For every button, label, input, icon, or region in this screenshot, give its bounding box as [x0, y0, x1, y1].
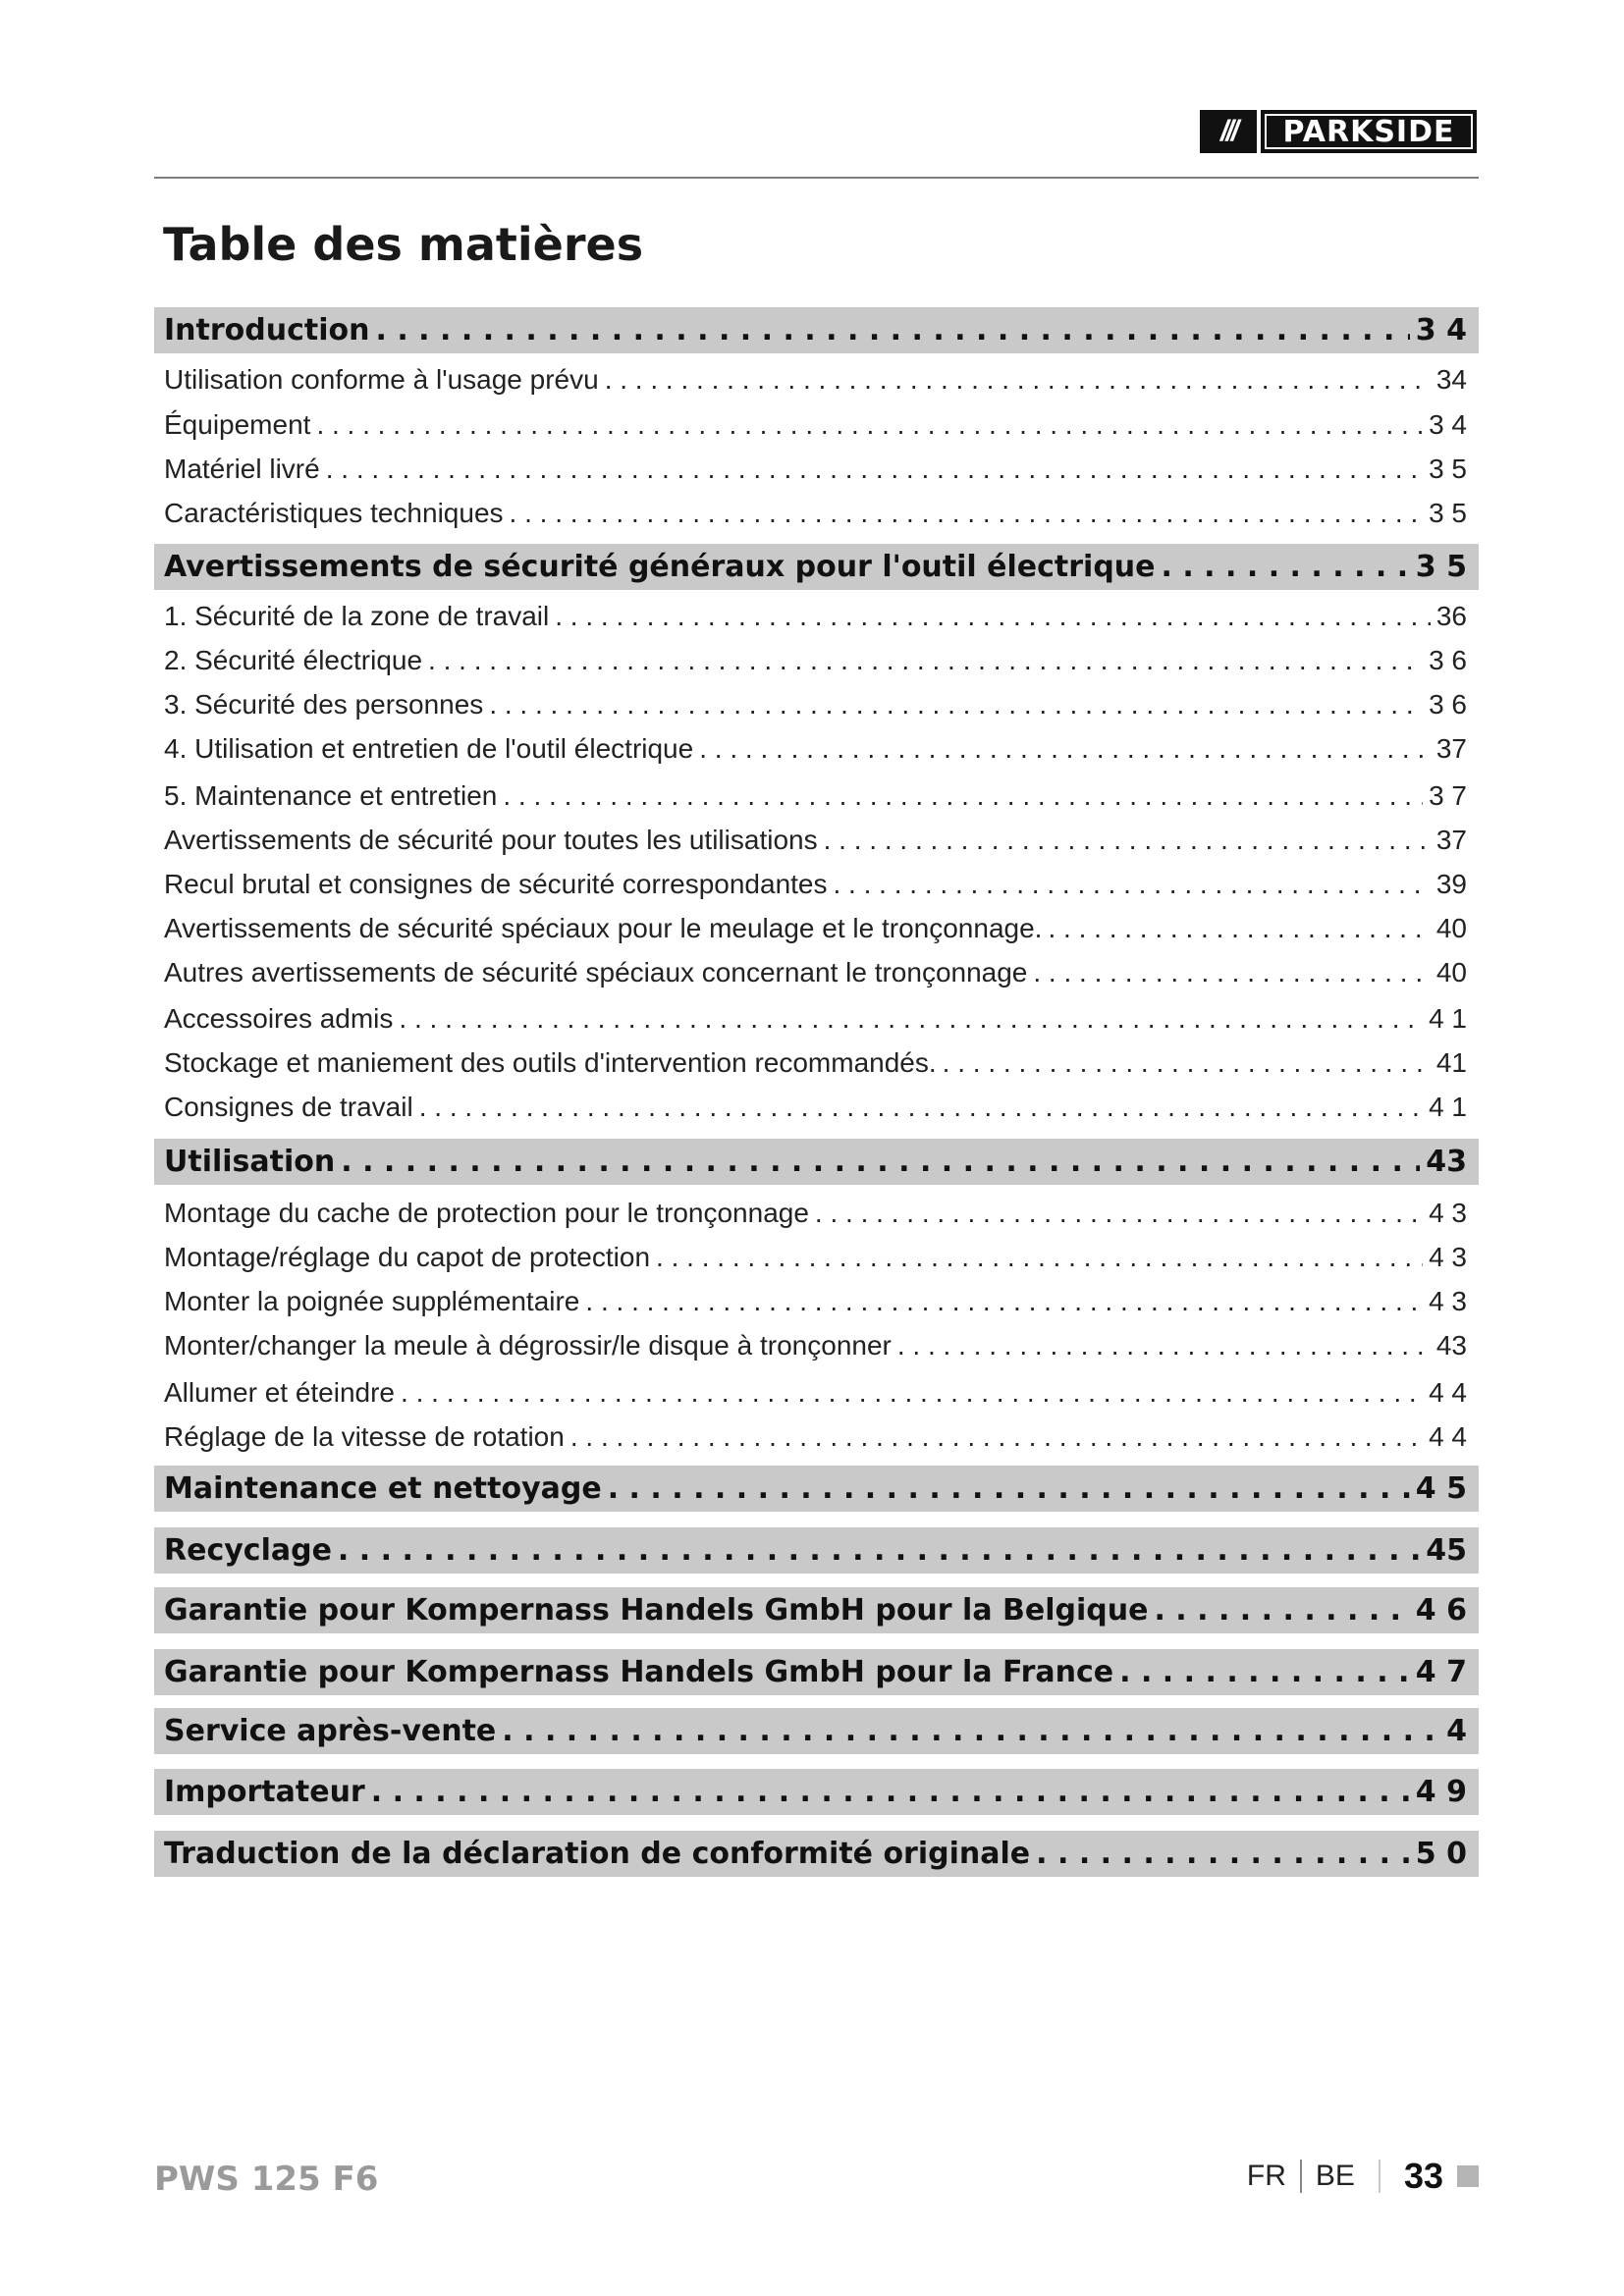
- toc-entry-title: 2. Sécurité électrique: [164, 645, 423, 675]
- toc-entry-row[interactable]: [154, 1043, 1479, 1083]
- toc-entry-title: Montage du cache de protection pour le tronçonnage: [164, 1198, 809, 1228]
- toc-page-number: 4 3: [1429, 1242, 1467, 1272]
- toc-entry-title: Autres avertissements de sécurité spéciaux concernant le tronçonnage: [164, 957, 1028, 988]
- toc-entry-title: Maintenance et nettoyage: [164, 1471, 602, 1506]
- toc-entry-title: Réglage de la vitesse de rotation: [164, 1421, 565, 1452]
- toc-page-number: 45: [1426, 1533, 1467, 1568]
- toc-section-row[interactable]: [154, 1708, 1479, 1754]
- toc-page-number: 37: [1435, 733, 1467, 764]
- dot-leader: [510, 498, 1424, 529]
- page-marker-square: [1457, 2165, 1479, 2187]
- toc-entry-title: Monter la poignée supplémentaire: [164, 1286, 580, 1316]
- dot-leader: [316, 409, 1423, 441]
- toc-entry-title: 3. Sécurité des personnes: [164, 689, 484, 720]
- dot-leader: [1154, 1593, 1409, 1628]
- toc-section-row[interactable]: [154, 1527, 1479, 1574]
- page-title: Table des matières: [163, 218, 644, 271]
- toc-section-row[interactable]: [154, 1139, 1479, 1185]
- toc-page-number: 43: [1435, 1330, 1467, 1361]
- dot-leader: [375, 313, 1409, 347]
- dot-leader: [401, 1377, 1423, 1409]
- dot-leader: [699, 733, 1431, 765]
- toc-entry-row[interactable]: [154, 999, 1479, 1039]
- dot-leader: [585, 1286, 1423, 1317]
- language-be: BE: [1315, 2160, 1355, 2192]
- toc-entry-title: Utilisation: [164, 1145, 336, 1179]
- dot-leader: [338, 1533, 1420, 1568]
- logo-wordmark: PARKSIDE: [1261, 110, 1477, 153]
- toc-page-number: 3 5: [1415, 550, 1467, 584]
- toc-entry-title: 1. Sécurité de la zone de travail: [164, 601, 550, 631]
- dot-leader: [608, 1471, 1410, 1506]
- toc-section-row[interactable]: [154, 1831, 1479, 1877]
- toc-page-number: 3 7: [1429, 780, 1467, 811]
- toc-entry-row[interactable]: [154, 776, 1479, 816]
- dot-leader: [399, 1003, 1423, 1035]
- toc-entry-title: Avertissements de sécurité généraux pour l'outil électrique: [164, 550, 1156, 584]
- toc-entry-row[interactable]: [154, 685, 1479, 724]
- toc-entry-title: Utilisation conforme à l'usage prévu: [164, 364, 599, 395]
- toc-section-row[interactable]: [154, 1769, 1479, 1815]
- toc-entry-title: Traduction de la déclaration de conformité originale: [164, 1837, 1031, 1871]
- toc-page-number: 43: [1426, 1145, 1467, 1179]
- dot-leader: [605, 364, 1431, 396]
- dot-leader: [1119, 1655, 1410, 1689]
- toc-page-number: 41: [1435, 1047, 1467, 1078]
- toc-entry-row[interactable]: [154, 494, 1479, 533]
- toc-section-row[interactable]: [154, 1466, 1479, 1512]
- toc-entry-title: 4. Utilisation et entretien de l'outil électrique: [164, 733, 694, 764]
- toc-page-number: 4 5: [1415, 1471, 1467, 1506]
- page-separator: [1379, 2160, 1380, 2193]
- dot-leader: [1162, 550, 1410, 584]
- toc-entry-title: Garantie pour Kompernass Handels GmbH pour la France: [164, 1655, 1114, 1689]
- toc-entry-title: Service après-vente: [164, 1714, 497, 1748]
- dot-leader: [502, 1714, 1440, 1748]
- toc-entry-row[interactable]: [154, 1088, 1479, 1127]
- toc-entry-row[interactable]: [154, 821, 1479, 860]
- toc-page-number: 40: [1435, 913, 1467, 943]
- toc-entry-title: Stockage et maniement des outils d'intervention recommandés.: [164, 1047, 937, 1078]
- parkside-logo: [1200, 110, 1477, 153]
- footer-page-info: [1247, 2156, 1479, 2197]
- language-fr: FR: [1246, 2160, 1286, 2192]
- toc-section-row[interactable]: [154, 307, 1479, 353]
- toc-entry-title: Montage/réglage du capot de protection: [164, 1242, 651, 1272]
- dot-leader: [326, 454, 1423, 485]
- toc-page-number: 3 4: [1415, 313, 1467, 347]
- toc-entry-row[interactable]: [154, 360, 1479, 400]
- toc-page-number: 3 5: [1429, 454, 1467, 484]
- toc-entry-title: Introduction: [164, 313, 370, 347]
- toc-page-number: 4 3: [1429, 1198, 1467, 1228]
- toc-entry-title: 5. Maintenance et entretien: [164, 780, 498, 811]
- language-separator: [1300, 2160, 1302, 2193]
- toc-entry-title: Caractéristiques techniques: [164, 498, 504, 528]
- toc-page-number: 4 4: [1429, 1421, 1467, 1452]
- toc-entry-row[interactable]: [154, 450, 1479, 489]
- dot-leader: [943, 1047, 1431, 1079]
- dot-leader: [824, 825, 1431, 856]
- toc-entry-title: Allumer et éteindre: [164, 1377, 396, 1408]
- model-number: PWS 125 F6: [154, 2160, 379, 2199]
- toc-page-number: 4 1: [1429, 1092, 1467, 1122]
- toc-page-number: 5 0: [1415, 1837, 1467, 1871]
- toc-entry-title: Avertissements de sécurité pour toutes les utilisations: [164, 825, 818, 855]
- dot-leader: [1048, 913, 1430, 944]
- header-rule: [154, 177, 1479, 179]
- toc-entry-row[interactable]: [154, 1282, 1479, 1321]
- dot-leader: [503, 780, 1423, 812]
- toc-entry-row[interactable]: [154, 909, 1479, 948]
- toc-page-number: 37: [1435, 825, 1467, 855]
- toc-page-number: 3 6: [1429, 645, 1467, 675]
- dot-leader: [570, 1421, 1423, 1453]
- dot-leader: [897, 1330, 1431, 1362]
- toc-page-number: 39: [1435, 869, 1467, 899]
- toc-entry-row[interactable]: [154, 1238, 1479, 1277]
- dot-leader: [341, 1145, 1420, 1179]
- dot-leader: [489, 689, 1423, 721]
- toc-entry-row[interactable]: [154, 597, 1479, 636]
- dot-leader: [371, 1775, 1410, 1809]
- toc-entry-row[interactable]: [154, 405, 1479, 445]
- logo-slashes: ///: [1200, 110, 1257, 153]
- toc-page-number: 4 9: [1415, 1775, 1467, 1809]
- toc-page-number: 4 7: [1415, 1655, 1467, 1689]
- toc-page-number: 3 4: [1429, 409, 1467, 440]
- toc-entry-title: Équipement: [164, 409, 311, 440]
- toc-page-number: 4 4: [1429, 1377, 1467, 1408]
- toc-page-number: 34: [1435, 364, 1467, 395]
- toc-page-number: 4 6: [1415, 1593, 1467, 1628]
- toc-entry-row[interactable]: [154, 1326, 1479, 1365]
- toc-entry-row[interactable]: [154, 1417, 1479, 1457]
- toc-entry-title: Accessoires admis: [164, 1003, 394, 1034]
- dot-leader: [428, 645, 1423, 676]
- toc-entry-row[interactable]: [154, 1194, 1479, 1233]
- toc-entry-title: Monter/changer la meule à dégrossir/le disque à tronçonner: [164, 1330, 892, 1361]
- toc-section-row[interactable]: [154, 1587, 1479, 1633]
- dot-leader: [555, 601, 1431, 632]
- dot-leader: [834, 869, 1431, 900]
- page-number: 33: [1403, 2156, 1443, 2196]
- dot-leader: [656, 1242, 1423, 1273]
- toc-entry-row[interactable]: [154, 1373, 1479, 1413]
- toc-page-number: 36: [1435, 601, 1467, 631]
- dot-leader: [815, 1198, 1423, 1229]
- toc-page-number: 3 5: [1429, 498, 1467, 528]
- toc-entry-row[interactable]: [154, 865, 1479, 904]
- toc-page-number: 3 6: [1429, 689, 1467, 720]
- toc-entry-title: Recyclage: [164, 1533, 332, 1568]
- toc-entry-title: Recul brutal et consignes de sécurité correspondantes: [164, 869, 828, 899]
- toc-entry-row[interactable]: [154, 641, 1479, 680]
- toc-entry-row[interactable]: [154, 953, 1479, 992]
- dot-leader: [1036, 1837, 1410, 1871]
- toc-page-number: 40: [1435, 957, 1467, 988]
- toc-page-number: 4: [1446, 1714, 1467, 1748]
- toc-entry-title: Garantie pour Kompernass Handels GmbH pour la Belgique: [164, 1593, 1149, 1628]
- toc-section-row[interactable]: [154, 544, 1479, 590]
- toc-page-number: 4 3: [1429, 1286, 1467, 1316]
- toc-entry-title: Matériel livré: [164, 454, 320, 484]
- toc-entry-row[interactable]: [154, 729, 1479, 769]
- toc-page-number: 4 1: [1429, 1003, 1467, 1034]
- dot-leader: [419, 1092, 1423, 1123]
- toc-entry-title: Importateur: [164, 1775, 365, 1809]
- dot-leader: [1033, 957, 1430, 988]
- toc-entry-title: Consignes de travail: [164, 1092, 413, 1122]
- toc-section-row[interactable]: [154, 1649, 1479, 1695]
- toc-entry-title: Avertissements de sécurité spéciaux pour le meulage et le tronçonnage.: [164, 913, 1043, 943]
